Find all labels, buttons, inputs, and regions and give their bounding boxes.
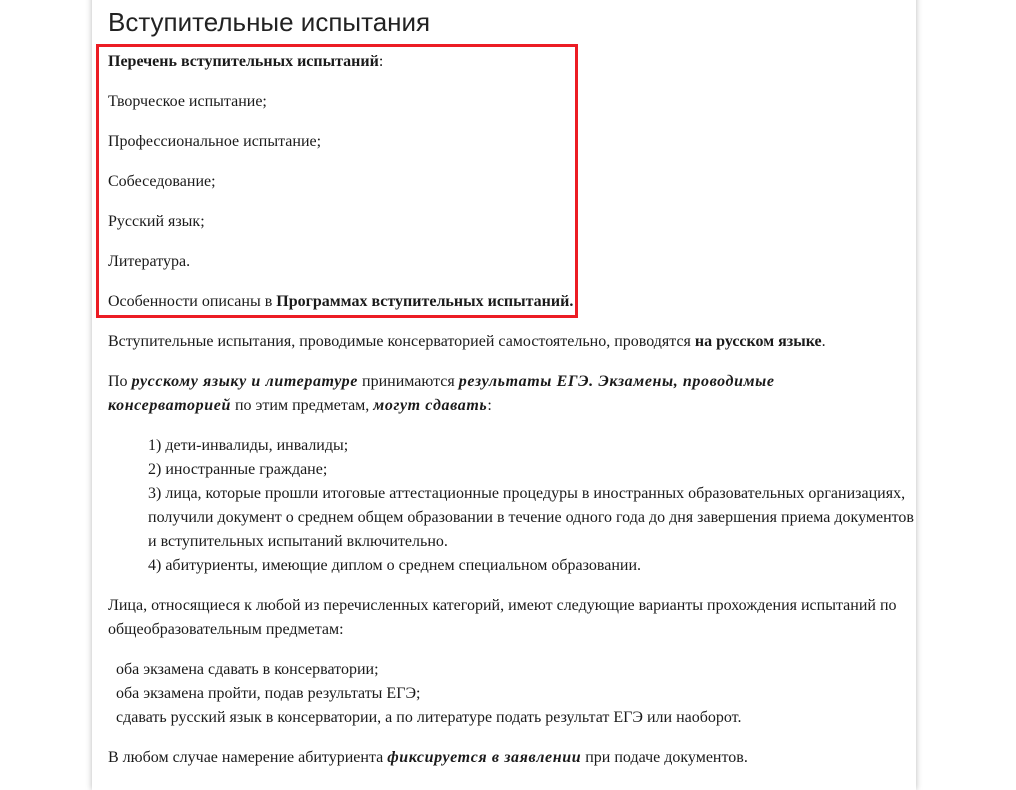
ege-emphasis-may: могут сдавать — [373, 397, 488, 414]
exams-heading-suffix: : — [378, 53, 384, 70]
final-prefix: В любом случае намерение абитуриента — [108, 749, 388, 766]
exams-note-prefix: Особенности описаны в — [108, 293, 277, 310]
category-item-continued: получили документ о среднем общем образовании в течение одного года до дня завершения приема документов — [148, 509, 914, 526]
category-item: 4) абитуриенты, имеющие диплом о среднем специальном образовании. — [148, 557, 641, 574]
exams-heading: Перечень вступительных испытаний — [108, 53, 379, 70]
language-prefix: Вступительные испытания, проводимые консерваторией самостоятельно, проводятся — [108, 333, 695, 350]
options-paragraph-line-1: Лица, относящиеся к любой из перечисленных категорий, имеют следующие варианты прохождения испытаний по — [108, 597, 897, 614]
option-item: оба экзамена пройти, подав результаты ЕГЭ; — [116, 685, 421, 702]
exam-item: Русский язык; — [108, 213, 205, 230]
language-bold: на русском языке — [694, 333, 822, 350]
ege-paragraph-line-1 — [108, 370, 775, 394]
category-item: 3) лица, которые прошли итоговые аттестационные процедуры в иностранных образовательных организациях, — [148, 485, 906, 502]
language-suffix: . — [821, 333, 826, 350]
exam-item: Литература. — [108, 253, 191, 270]
language-paragraph — [108, 330, 826, 354]
option-item: сдавать русский язык в консерватории, а по литературе подать результат ЕГЭ или наоборот. — [116, 709, 742, 726]
final-emphasis: фиксируется в заявлении — [387, 749, 582, 766]
ege-text-2: принимаются — [358, 373, 459, 390]
ege-paragraph-line-2 — [108, 394, 492, 418]
options-paragraph-line-2: общеобразовательным предметам: — [108, 621, 344, 638]
final-paragraph — [108, 746, 748, 770]
category-item: 1) дети-инвалиды, инвалиды; — [148, 437, 349, 454]
final-suffix: при подаче документов. — [581, 749, 748, 766]
ege-text-4: : — [487, 397, 492, 414]
page-title: Вступительные испытания — [108, 7, 431, 37]
exam-item: Собеседование; — [108, 173, 216, 190]
category-item: 2) иностранные граждане; — [148, 461, 328, 478]
exams-heading-line — [108, 50, 383, 74]
programs-link-text: Программах вступительных испытаний. — [276, 293, 574, 310]
category-item-continued: и вступительных испытаний включительно. — [148, 533, 448, 550]
ege-emphasis-subjects: русскому языку и литературе — [131, 373, 358, 390]
exam-item: Творческое испытание; — [108, 93, 267, 110]
ege-text-3: по этим предметам, — [230, 397, 374, 414]
ege-emphasis-results: результаты ЕГЭ. Экзамены, проводимые — [458, 373, 775, 390]
page-sheet — [92, 0, 916, 790]
ege-emphasis-conservatory: консерваторией — [108, 397, 231, 414]
exam-item: Профессиональное испытание; — [108, 133, 322, 150]
exams-note — [108, 290, 573, 314]
ege-text-1: По — [108, 373, 132, 390]
option-item: оба экзамена сдавать в консерватории; — [116, 661, 379, 678]
